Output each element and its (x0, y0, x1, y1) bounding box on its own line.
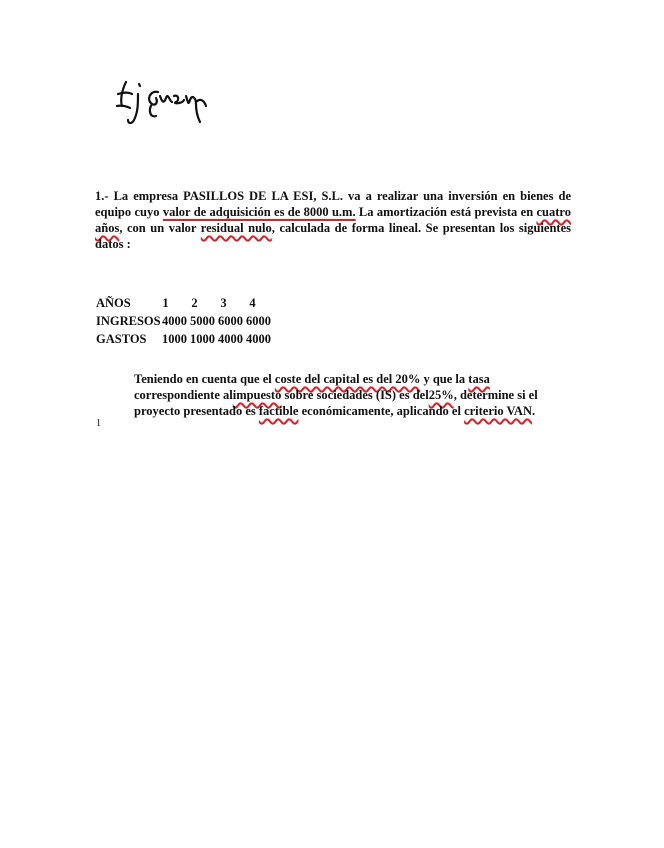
ingresos-cell: 6000 (246, 313, 271, 328)
ingresos-cell: 6000 (218, 313, 243, 328)
years-label: AÑOS (96, 295, 131, 310)
acquisition-value: valor de adquisición es de 8000 u.m. (162, 205, 356, 219)
question-text: Teniendo en cuenta que el (134, 372, 272, 386)
cost-of-capital: coste del capital es del 20% (274, 372, 421, 386)
problem-text-part5: , con un valor (119, 221, 197, 235)
question-text: correspondiente al (134, 388, 233, 402)
problem-text-part1: La empresa PASILLOS DE LA ESI, S.L. va a realizar una inversión en bienes de equipo cuyo (95, 189, 571, 219)
tax-percentage: 25% (428, 388, 454, 402)
year-cell: 4 (249, 295, 256, 310)
ingresos-row (96, 312, 274, 330)
question-text: y que la (423, 372, 466, 386)
data-table (96, 294, 274, 348)
page-mark: 1 (96, 418, 101, 429)
ingresos-label: INGRESOS (96, 313, 161, 328)
question-text: económicamente, aplicando el (301, 404, 461, 418)
amortization-years: cuatro años (95, 205, 571, 235)
gastos-row (96, 330, 274, 348)
question-text: . (531, 404, 536, 418)
year-cell: 3 (220, 295, 227, 310)
year-cell: 1 (162, 295, 169, 310)
question-text: , determine si el proyecto presentado es (134, 388, 538, 418)
gastos-cell: 1000 (162, 331, 187, 346)
problem-text-part7: , calculada de forma lineal. Se presentan los siguientes datos : (95, 221, 571, 251)
residual-value: residual nulo (200, 221, 272, 235)
year-cell: 2 (191, 295, 198, 310)
problem-number: 1.- (95, 189, 109, 203)
van-criterion: criterio VAN (464, 404, 532, 418)
tax-word: impuesto (232, 388, 282, 402)
handwritten-annotation (112, 72, 222, 128)
feasible-word: factible (258, 404, 299, 418)
ingresos-cell: 4000 (162, 313, 187, 328)
problem-text-part3: La amortización está prevista en (358, 205, 534, 219)
years-row (96, 294, 274, 312)
problem-statement (95, 188, 571, 252)
question-paragraph (134, 371, 552, 419)
ingresos-cell: 5000 (190, 313, 215, 328)
gastos-cell: 4000 (246, 331, 271, 346)
gastos-cell: 4000 (218, 331, 243, 346)
gastos-label: GASTOS (96, 331, 147, 346)
gastos-cell: 1000 (190, 331, 215, 346)
tax-rate-word: tasa (468, 372, 490, 386)
question-text: sobre sociedades (IS) es del (284, 388, 429, 402)
